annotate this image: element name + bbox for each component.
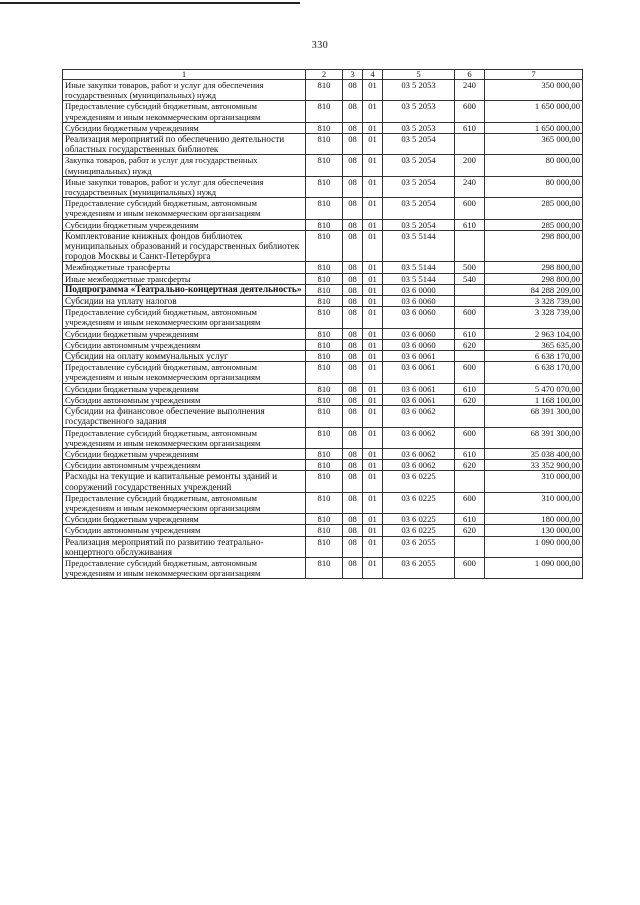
ministry-code-cell: 810 xyxy=(306,339,343,350)
subsection-code-cell: 01 xyxy=(363,557,383,578)
row-name-cell: Предоставление субсидий бюджетным, автономным учреждениям и иным некоммерческим организациям xyxy=(63,362,306,383)
target-article-cell: 03 6 2055 xyxy=(383,536,455,557)
expense-type-cell: 600 xyxy=(455,307,485,328)
target-article-cell: 03 6 0060 xyxy=(383,328,455,339)
ministry-code-cell: 810 xyxy=(306,362,343,383)
target-article-cell: 03 6 0060 xyxy=(383,339,455,350)
ministry-code-cell: 810 xyxy=(306,230,343,262)
section-code-cell: 08 xyxy=(343,328,363,339)
target-article-cell: 03 6 0062 xyxy=(383,460,455,471)
row-name-cell: Комплектование книжных фондов библиотек муниципальных образований и государственных библиотек городов Москвы и Санкт-Петербурга xyxy=(63,230,306,262)
section-code-cell: 08 xyxy=(343,80,363,101)
amount-cell: 365 000,00 xyxy=(485,134,583,155)
row-name-cell: Подпрограмма «Театрально-концертная деятельность» xyxy=(63,284,306,295)
amount-cell: 365 635,00 xyxy=(485,339,583,350)
subsection-code-cell: 01 xyxy=(363,536,383,557)
table-row xyxy=(63,536,583,557)
amount-cell: 68 391 300,00 xyxy=(485,406,583,427)
expense-type-cell: 600 xyxy=(455,101,485,122)
expense-type-cell xyxy=(455,230,485,262)
section-code-cell: 08 xyxy=(343,339,363,350)
ministry-code-cell: 810 xyxy=(306,273,343,284)
subsection-code-cell: 01 xyxy=(363,101,383,122)
subsection-code-cell: 01 xyxy=(363,230,383,262)
ministry-code-cell: 810 xyxy=(306,448,343,459)
ministry-code-cell: 810 xyxy=(306,492,343,513)
amount-cell: 3 328 739,00 xyxy=(485,296,583,307)
target-article-cell: 03 5 5144 xyxy=(383,262,455,273)
target-article-cell: 03 6 0062 xyxy=(383,406,455,427)
section-code-cell: 08 xyxy=(343,284,363,295)
ministry-code-cell: 810 xyxy=(306,525,343,536)
section-code-cell: 08 xyxy=(343,273,363,284)
expense-type-cell: 600 xyxy=(455,198,485,219)
subsection-code-cell: 01 xyxy=(363,525,383,536)
subsection-code-cell: 01 xyxy=(363,80,383,101)
row-name-cell: Предоставление субсидий бюджетным, автономным учреждениям и иным некоммерческим организациям xyxy=(63,198,306,219)
amount-cell: 180 000,00 xyxy=(485,514,583,525)
header-cell: 7 xyxy=(485,70,583,80)
subsection-code-cell: 01 xyxy=(363,362,383,383)
table-row xyxy=(63,525,583,536)
ministry-code-cell: 810 xyxy=(306,471,343,492)
target-article-cell: 03 6 0062 xyxy=(383,427,455,448)
expense-type-cell: 600 xyxy=(455,427,485,448)
table-row xyxy=(63,471,583,492)
subsection-code-cell: 01 xyxy=(363,514,383,525)
amount-cell: 2 963 104,00 xyxy=(485,328,583,339)
table-row xyxy=(63,351,583,362)
subsection-code-cell: 01 xyxy=(363,273,383,284)
row-name-cell: Иные межбюджетные трансферты xyxy=(63,273,306,284)
table-row xyxy=(63,427,583,448)
expense-type-cell: 240 xyxy=(455,176,485,197)
table-row xyxy=(63,383,583,394)
expense-type-cell: 610 xyxy=(455,328,485,339)
target-article-cell: 03 5 2054 xyxy=(383,198,455,219)
table-row xyxy=(63,230,583,262)
table-row xyxy=(63,394,583,405)
amount-cell: 298 800,00 xyxy=(485,273,583,284)
table-row xyxy=(63,492,583,513)
expense-type-cell xyxy=(455,296,485,307)
table-row xyxy=(63,514,583,525)
table-header-row xyxy=(63,70,583,80)
subsection-code-cell: 01 xyxy=(363,427,383,448)
ministry-code-cell: 810 xyxy=(306,406,343,427)
amount-cell: 68 391 300,00 xyxy=(485,427,583,448)
section-code-cell: 08 xyxy=(343,351,363,362)
ministry-code-cell: 810 xyxy=(306,80,343,101)
subsection-code-cell: 01 xyxy=(363,219,383,230)
row-name-cell: Иные закупки товаров, работ и услуг для обеспечения государственных (муниципальных) нужд xyxy=(63,176,306,197)
expense-type-cell xyxy=(455,351,485,362)
subsection-code-cell: 01 xyxy=(363,448,383,459)
section-code-cell: 08 xyxy=(343,514,363,525)
target-article-cell: 03 6 0000 xyxy=(383,284,455,295)
ministry-code-cell: 810 xyxy=(306,351,343,362)
amount-cell: 84 288 209,00 xyxy=(485,284,583,295)
amount-cell: 130 000,00 xyxy=(485,525,583,536)
ministry-code-cell: 810 xyxy=(306,296,343,307)
section-code-cell: 08 xyxy=(343,448,363,459)
ministry-code-cell: 810 xyxy=(306,155,343,176)
expense-type-cell: 600 xyxy=(455,362,485,383)
row-name-cell: Субсидии автономным учреждениям xyxy=(63,339,306,350)
amount-cell: 285 000,00 xyxy=(485,219,583,230)
amount-cell: 298 800,00 xyxy=(485,262,583,273)
subsection-code-cell: 01 xyxy=(363,328,383,339)
section-code-cell: 08 xyxy=(343,394,363,405)
section-code-cell: 08 xyxy=(343,362,363,383)
row-name-cell: Субсидии бюджетным учреждениям xyxy=(63,514,306,525)
target-article-cell: 03 5 2053 xyxy=(383,101,455,122)
target-article-cell: 03 6 0225 xyxy=(383,525,455,536)
ministry-code-cell: 810 xyxy=(306,307,343,328)
target-article-cell: 03 6 0061 xyxy=(383,351,455,362)
expense-type-cell: 610 xyxy=(455,219,485,230)
section-code-cell: 08 xyxy=(343,176,363,197)
ministry-code-cell: 810 xyxy=(306,262,343,273)
ministry-code-cell: 810 xyxy=(306,394,343,405)
expense-type-cell: 600 xyxy=(455,492,485,513)
target-article-cell: 03 6 0061 xyxy=(383,394,455,405)
section-code-cell: 08 xyxy=(343,406,363,427)
target-article-cell: 03 5 2054 xyxy=(383,134,455,155)
row-name-cell: Субсидии автономным учреждениям xyxy=(63,394,306,405)
target-article-cell: 03 5 2054 xyxy=(383,155,455,176)
expense-type-cell: 620 xyxy=(455,394,485,405)
target-article-cell: 03 5 5144 xyxy=(383,230,455,262)
amount-cell: 1 090 000,00 xyxy=(485,536,583,557)
row-name-cell: Субсидии на уплату налогов xyxy=(63,296,306,307)
table-row xyxy=(63,198,583,219)
section-code-cell: 08 xyxy=(343,525,363,536)
row-name-cell: Субсидии бюджетным учреждениям xyxy=(63,328,306,339)
table-row xyxy=(63,557,583,578)
subsection-code-cell: 01 xyxy=(363,351,383,362)
section-code-cell: 08 xyxy=(343,230,363,262)
ministry-code-cell: 810 xyxy=(306,284,343,295)
table-row xyxy=(63,406,583,427)
table-row xyxy=(63,134,583,155)
subsection-code-cell: 01 xyxy=(363,460,383,471)
expense-type-cell: 620 xyxy=(455,460,485,471)
expense-type-cell xyxy=(455,284,485,295)
amount-cell: 310 000,00 xyxy=(485,492,583,513)
expense-type-cell: 200 xyxy=(455,155,485,176)
table-row xyxy=(63,155,583,176)
expense-type-cell: 620 xyxy=(455,339,485,350)
ministry-code-cell: 810 xyxy=(306,219,343,230)
page-number: 330 xyxy=(311,40,329,51)
row-name-cell: Предоставление субсидий бюджетным, автономным учреждениям и иным некоммерческим организациям xyxy=(63,101,306,122)
table-row xyxy=(63,339,583,350)
target-article-cell: 03 6 0060 xyxy=(383,307,455,328)
subsection-code-cell: 01 xyxy=(363,155,383,176)
subsection-code-cell: 01 xyxy=(363,176,383,197)
expense-type-cell: 610 xyxy=(455,448,485,459)
target-article-cell: 03 6 0225 xyxy=(383,514,455,525)
table-row xyxy=(63,460,583,471)
section-code-cell: 08 xyxy=(343,296,363,307)
section-code-cell: 08 xyxy=(343,307,363,328)
ministry-code-cell: 810 xyxy=(306,427,343,448)
section-code-cell: 08 xyxy=(343,134,363,155)
amount-cell: 1 650 000,00 xyxy=(485,101,583,122)
subsection-code-cell: 01 xyxy=(363,471,383,492)
expense-type-cell: 610 xyxy=(455,514,485,525)
header-cell: 6 xyxy=(455,70,485,80)
subsection-code-cell: 01 xyxy=(363,492,383,513)
amount-cell: 6 638 170,00 xyxy=(485,362,583,383)
amount-cell: 285 000,00 xyxy=(485,198,583,219)
amount-cell: 6 638 170,00 xyxy=(485,351,583,362)
ministry-code-cell: 810 xyxy=(306,101,343,122)
row-name-cell: Субсидии на финансовое обеспечение выполнения государственного задания xyxy=(63,406,306,427)
target-article-cell: 03 5 2053 xyxy=(383,80,455,101)
amount-cell: 1 168 100,00 xyxy=(485,394,583,405)
table-row xyxy=(63,219,583,230)
amount-cell: 80 000,00 xyxy=(485,155,583,176)
row-name-cell: Иные закупки товаров, работ и услуг для обеспечения государственных (муниципальных) нужд xyxy=(63,80,306,101)
expense-type-cell: 620 xyxy=(455,525,485,536)
target-article-cell: 03 5 2054 xyxy=(383,219,455,230)
target-article-cell: 03 6 0061 xyxy=(383,362,455,383)
table-row xyxy=(63,328,583,339)
section-code-cell: 08 xyxy=(343,471,363,492)
row-name-cell: Субсидии автономным учреждениям xyxy=(63,460,306,471)
row-name-cell: Реализация мероприятий по обеспечению деятельности областных государственных библиотек xyxy=(63,134,306,155)
ministry-code-cell: 810 xyxy=(306,122,343,133)
table-row xyxy=(63,176,583,197)
section-code-cell: 08 xyxy=(343,460,363,471)
ministry-code-cell: 810 xyxy=(306,536,343,557)
target-article-cell: 03 5 2053 xyxy=(383,122,455,133)
section-code-cell: 08 xyxy=(343,492,363,513)
subsection-code-cell: 01 xyxy=(363,134,383,155)
table-row xyxy=(63,448,583,459)
section-code-cell: 08 xyxy=(343,383,363,394)
ministry-code-cell: 810 xyxy=(306,198,343,219)
target-article-cell: 03 6 0060 xyxy=(383,296,455,307)
subsection-code-cell: 01 xyxy=(363,307,383,328)
row-name-cell: Предоставление субсидий бюджетным, автономным учреждениям и иным некоммерческим организациям xyxy=(63,492,306,513)
expense-type-cell xyxy=(455,134,485,155)
section-code-cell: 08 xyxy=(343,198,363,219)
table-row xyxy=(63,101,583,122)
row-name-cell: Предоставление субсидий бюджетным, автономным учреждениям и иным некоммерческим организациям xyxy=(63,557,306,578)
expense-type-cell: 610 xyxy=(455,122,485,133)
expense-type-cell xyxy=(455,536,485,557)
target-article-cell: 03 6 0061 xyxy=(383,383,455,394)
header-cell: 3 xyxy=(343,70,363,80)
subsection-code-cell: 01 xyxy=(363,262,383,273)
expense-type-cell: 600 xyxy=(455,557,485,578)
amount-cell: 5 470 070,00 xyxy=(485,383,583,394)
row-name-cell: Межбюджетные трансферты xyxy=(63,262,306,273)
subsection-code-cell: 01 xyxy=(363,394,383,405)
top-rule xyxy=(0,2,300,4)
subsection-code-cell: 01 xyxy=(363,198,383,219)
ministry-code-cell: 810 xyxy=(306,383,343,394)
section-code-cell: 08 xyxy=(343,101,363,122)
row-name-cell: Реализация мероприятий по развитию театрально-концертного обслуживания xyxy=(63,536,306,557)
amount-cell: 310 000,00 xyxy=(485,471,583,492)
row-name-cell: Субсидии бюджетным учреждениям xyxy=(63,219,306,230)
row-name-cell: Предоставление субсидий бюджетным, автономным учреждениям и иным некоммерческим организациям xyxy=(63,307,306,328)
amount-cell: 350 000,00 xyxy=(485,80,583,101)
expense-type-cell xyxy=(455,471,485,492)
subsection-code-cell: 01 xyxy=(363,339,383,350)
subsection-code-cell: 01 xyxy=(363,284,383,295)
row-name-cell: Субсидии бюджетным учреждениям xyxy=(63,448,306,459)
table-row xyxy=(63,262,583,273)
expense-type-cell: 500 xyxy=(455,262,485,273)
ministry-code-cell: 810 xyxy=(306,328,343,339)
ministry-code-cell: 810 xyxy=(306,557,343,578)
ministry-code-cell: 810 xyxy=(306,134,343,155)
row-name-cell: Субсидии автономным учреждениям xyxy=(63,525,306,536)
ministry-code-cell: 810 xyxy=(306,176,343,197)
subsection-code-cell: 01 xyxy=(363,406,383,427)
row-name-cell: Субсидии бюджетным учреждениям xyxy=(63,383,306,394)
target-article-cell: 03 6 2055 xyxy=(383,557,455,578)
expense-type-cell: 540 xyxy=(455,273,485,284)
amount-cell: 35 038 400,00 xyxy=(485,448,583,459)
section-code-cell: 08 xyxy=(343,155,363,176)
row-name-cell: Закупка товаров, работ и услуг для государственных (муниципальных) нужд xyxy=(63,155,306,176)
table-row xyxy=(63,284,583,295)
section-code-cell: 08 xyxy=(343,557,363,578)
ministry-code-cell: 810 xyxy=(306,460,343,471)
budget-table xyxy=(62,69,583,579)
ministry-code-cell: 810 xyxy=(306,514,343,525)
table-row xyxy=(63,296,583,307)
table-row xyxy=(63,122,583,133)
header-cell: 4 xyxy=(363,70,383,80)
table-row xyxy=(63,80,583,101)
amount-cell: 298 800,00 xyxy=(485,230,583,262)
target-article-cell: 03 6 0225 xyxy=(383,471,455,492)
row-name-cell: Предоставление субсидий бюджетным, автономным учреждениям и иным некоммерческим организациям xyxy=(63,427,306,448)
section-code-cell: 08 xyxy=(343,122,363,133)
section-code-cell: 08 xyxy=(343,219,363,230)
table-row xyxy=(63,362,583,383)
row-name-cell: Субсидии на оплату коммунальных услуг xyxy=(63,351,306,362)
row-name-cell: Расходы на текущие и капитальные ремонты зданий и сооружений государственных учреждений xyxy=(63,471,306,492)
amount-cell: 33 352 900,00 xyxy=(485,460,583,471)
expense-type-cell: 610 xyxy=(455,383,485,394)
header-cell: 2 xyxy=(306,70,343,80)
target-article-cell: 03 5 2054 xyxy=(383,176,455,197)
amount-cell: 1 650 000,00 xyxy=(485,122,583,133)
amount-cell: 3 328 739,00 xyxy=(485,307,583,328)
amount-cell: 1 090 000,00 xyxy=(485,557,583,578)
row-name-cell: Субсидии бюджетным учреждениям xyxy=(63,122,306,133)
subsection-code-cell: 01 xyxy=(363,383,383,394)
section-code-cell: 08 xyxy=(343,262,363,273)
subsection-code-cell: 01 xyxy=(363,122,383,133)
section-code-cell: 08 xyxy=(343,536,363,557)
target-article-cell: 03 6 0062 xyxy=(383,448,455,459)
target-article-cell: 03 5 5144 xyxy=(383,273,455,284)
header-cell: 5 xyxy=(383,70,455,80)
table-row xyxy=(63,307,583,328)
target-article-cell: 03 6 0225 xyxy=(383,492,455,513)
table-row xyxy=(63,273,583,284)
header-cell: 1 xyxy=(63,70,306,80)
section-code-cell: 08 xyxy=(343,427,363,448)
subsection-code-cell: 01 xyxy=(363,296,383,307)
expense-type-cell: 240 xyxy=(455,80,485,101)
expense-type-cell xyxy=(455,406,485,427)
amount-cell: 80 000,00 xyxy=(485,176,583,197)
